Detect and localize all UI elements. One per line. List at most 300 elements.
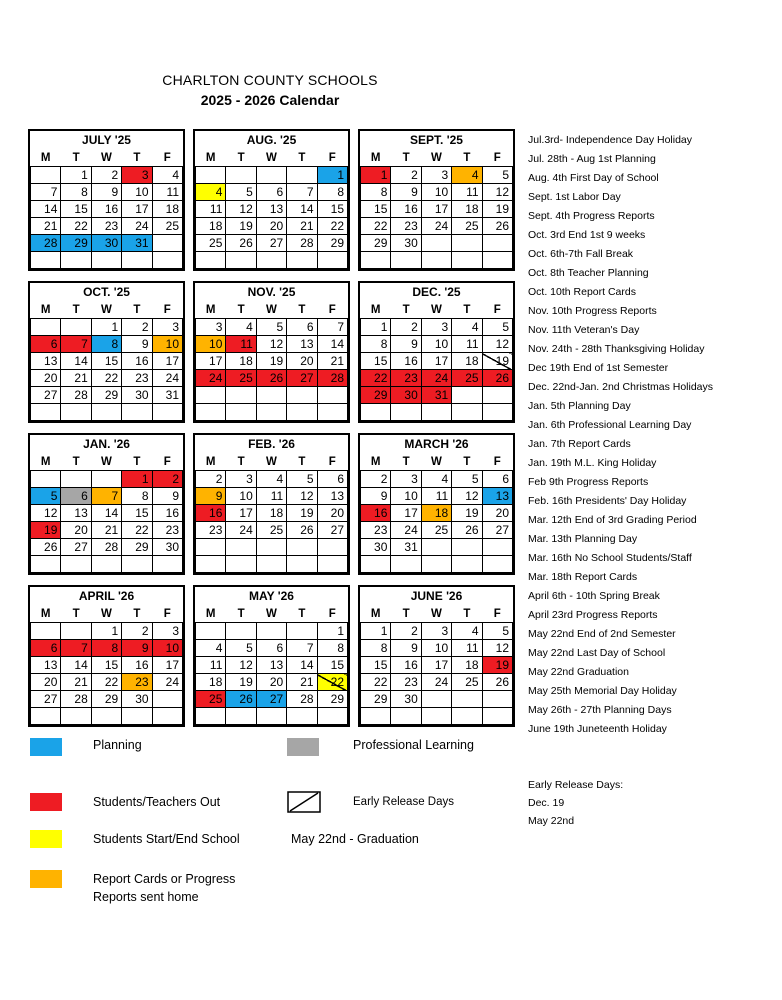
day-cell bbox=[152, 235, 182, 252]
week-row bbox=[31, 167, 183, 184]
professional-learning-swatch bbox=[287, 738, 319, 756]
event-item: Mar. 18th Report Cards bbox=[528, 571, 638, 583]
day-cell: 26 bbox=[226, 235, 256, 252]
week-row bbox=[361, 235, 513, 252]
weekday-label: W bbox=[266, 455, 277, 468]
day-cell bbox=[287, 387, 317, 404]
event-item: May 22nd Last Day of School bbox=[528, 647, 666, 659]
day-cell: 24 bbox=[226, 522, 256, 539]
day-cell: 26 bbox=[256, 370, 286, 387]
day-cell: 13 bbox=[317, 488, 347, 505]
event-item: Aug. 4th First Day of School bbox=[528, 172, 659, 184]
day-cell: 27 bbox=[256, 235, 286, 252]
day-cell: 7 bbox=[317, 319, 347, 336]
weekday-label: T bbox=[72, 607, 80, 620]
day-cell: 27 bbox=[482, 522, 512, 539]
day-cell bbox=[391, 708, 421, 725]
start-end-swatch bbox=[30, 830, 62, 848]
day-cell: 10 bbox=[421, 336, 451, 353]
day-cell: 20 bbox=[31, 370, 61, 387]
day-cell: 5 bbox=[226, 184, 256, 201]
day-cell: 12 bbox=[226, 201, 256, 218]
day-cell: 19 bbox=[452, 505, 482, 522]
day-cell bbox=[482, 556, 512, 573]
event-item: Jan. 19th M.L. King Holiday bbox=[528, 457, 657, 469]
weekday-label: M bbox=[370, 303, 381, 316]
weekday-label: W bbox=[431, 607, 442, 620]
week-row bbox=[31, 640, 183, 657]
day-cell bbox=[31, 708, 61, 725]
day-cell: 12 bbox=[482, 184, 512, 201]
day-cell: 5 bbox=[452, 471, 482, 488]
early-release-date-2: May 22nd bbox=[528, 815, 575, 827]
day-cell: 26 bbox=[452, 522, 482, 539]
day-cell: 27 bbox=[256, 691, 286, 708]
event-item: Feb. 16th Presidents' Day Holiday bbox=[528, 495, 687, 507]
day-cell: 14 bbox=[31, 201, 61, 218]
day-cell: 3 bbox=[421, 167, 451, 184]
day-cell bbox=[256, 387, 286, 404]
weekday-label: T bbox=[237, 455, 245, 468]
weekday-label: T bbox=[298, 303, 306, 316]
day-cell bbox=[361, 556, 391, 573]
day-cell: 18 bbox=[256, 505, 286, 522]
weekday-label: T bbox=[237, 303, 245, 316]
day-cell: 25 bbox=[196, 691, 226, 708]
day-cell: 10 bbox=[122, 184, 152, 201]
month-name: OCT. '25 bbox=[83, 285, 130, 299]
day-cell: 19 bbox=[31, 522, 61, 539]
week-row bbox=[196, 657, 348, 674]
day-cell: 25 bbox=[256, 522, 286, 539]
day-cell: 2 bbox=[391, 319, 421, 336]
day-cell bbox=[226, 167, 256, 184]
day-cell: 19 bbox=[226, 218, 256, 235]
event-item: Oct. 3rd End 1st 9 weeks bbox=[528, 229, 646, 241]
day-cell bbox=[421, 235, 451, 252]
day-cell: 8 bbox=[61, 184, 91, 201]
day-cell: 21 bbox=[61, 370, 91, 387]
day-cell: 20 bbox=[256, 218, 286, 235]
weekday-label: F bbox=[163, 607, 171, 620]
week-row bbox=[361, 387, 513, 404]
week-row bbox=[361, 218, 513, 235]
day-cell: 7 bbox=[61, 336, 91, 353]
month-calendar bbox=[28, 433, 185, 575]
day-cell bbox=[61, 708, 91, 725]
day-cell: 25 bbox=[452, 218, 482, 235]
week-row bbox=[196, 218, 348, 235]
day-cell: 2 bbox=[152, 471, 182, 488]
day-cell bbox=[196, 167, 226, 184]
week-row bbox=[196, 522, 348, 539]
event-item: June 19th Juneteenth Holiday bbox=[528, 723, 667, 735]
day-cell: 20 bbox=[317, 505, 347, 522]
day-cell: 20 bbox=[482, 505, 512, 522]
month-calendar bbox=[193, 433, 350, 575]
day-cell bbox=[152, 691, 182, 708]
month-calendar bbox=[193, 585, 350, 727]
legend-early-release: Early Release Days bbox=[353, 796, 454, 808]
day-cell: 4 bbox=[226, 319, 256, 336]
week-row bbox=[196, 235, 348, 252]
day-cell: 23 bbox=[391, 674, 421, 691]
day-cell: 22 bbox=[91, 370, 121, 387]
day-cell: 13 bbox=[256, 657, 286, 674]
week-row bbox=[196, 556, 348, 573]
day-cell bbox=[91, 252, 121, 269]
weekday-label: W bbox=[266, 607, 277, 620]
week-row bbox=[31, 387, 183, 404]
day-cell bbox=[196, 623, 226, 640]
week-row bbox=[31, 319, 183, 336]
week-row bbox=[196, 319, 348, 336]
day-cell: 2 bbox=[91, 167, 121, 184]
month-name: SEPT. '25 bbox=[410, 133, 463, 147]
week-row bbox=[196, 252, 348, 269]
day-cell bbox=[391, 404, 421, 421]
week-row bbox=[361, 370, 513, 387]
day-cell: 10 bbox=[152, 336, 182, 353]
day-cell bbox=[91, 556, 121, 573]
day-cell bbox=[421, 691, 451, 708]
week-row bbox=[196, 404, 348, 421]
day-cell: 18 bbox=[452, 353, 482, 370]
event-item: Sept. 4th Progress Reports bbox=[528, 210, 655, 222]
day-cell bbox=[287, 539, 317, 556]
weekday-label: T bbox=[298, 151, 306, 164]
weekday-label: T bbox=[463, 455, 471, 468]
week-row bbox=[196, 539, 348, 556]
day-cell: 30 bbox=[391, 691, 421, 708]
day-cell: 12 bbox=[452, 488, 482, 505]
calendar-title: 2025 - 2026 Calendar bbox=[200, 92, 340, 108]
week-row bbox=[361, 353, 513, 370]
event-item: May 22nd Graduation bbox=[528, 666, 629, 678]
day-cell bbox=[196, 404, 226, 421]
week-row bbox=[196, 184, 348, 201]
month-name: FEB. '26 bbox=[248, 437, 295, 451]
day-cell: 31 bbox=[152, 387, 182, 404]
day-cell: 19 bbox=[226, 674, 256, 691]
event-item: May 26th - 27th Planning Days bbox=[528, 704, 672, 716]
week-row bbox=[361, 657, 513, 674]
day-cell: 27 bbox=[287, 370, 317, 387]
day-cell: 20 bbox=[31, 674, 61, 691]
day-cell bbox=[31, 623, 61, 640]
day-cell bbox=[91, 471, 121, 488]
month-calendar bbox=[358, 585, 515, 727]
day-cell: 1 bbox=[61, 167, 91, 184]
day-cell: 8 bbox=[361, 336, 391, 353]
day-cell: 28 bbox=[287, 235, 317, 252]
legend-planning: Planning bbox=[93, 738, 142, 752]
day-cell bbox=[31, 556, 61, 573]
weekday-label: M bbox=[40, 607, 51, 620]
week-row bbox=[31, 404, 183, 421]
day-cell: 22 bbox=[91, 674, 121, 691]
day-cell bbox=[482, 404, 512, 421]
day-cell: 4 bbox=[452, 167, 482, 184]
day-cell: 2 bbox=[122, 623, 152, 640]
event-item: Nov. 10th Progress Reports bbox=[528, 305, 657, 317]
day-cell: 14 bbox=[287, 657, 317, 674]
weekday-label: M bbox=[370, 455, 381, 468]
day-cell bbox=[226, 556, 256, 573]
day-cell: 5 bbox=[256, 319, 286, 336]
legend-graduation: May 22nd - Graduation bbox=[291, 832, 419, 846]
day-cell: 19 bbox=[482, 657, 512, 674]
day-cell: 29 bbox=[122, 539, 152, 556]
day-cell: 7 bbox=[61, 640, 91, 657]
day-cell: 29 bbox=[317, 235, 347, 252]
day-cell: 4 bbox=[452, 623, 482, 640]
day-cell: 24 bbox=[391, 522, 421, 539]
day-cell bbox=[256, 556, 286, 573]
day-cell bbox=[196, 539, 226, 556]
weekday-label: F bbox=[163, 151, 171, 164]
day-cell: 21 bbox=[61, 674, 91, 691]
weekday-label: T bbox=[402, 151, 410, 164]
weekday-label: T bbox=[72, 455, 80, 468]
day-cell: 21 bbox=[317, 353, 347, 370]
day-cell: 20 bbox=[61, 522, 91, 539]
day-cell: 26 bbox=[226, 691, 256, 708]
day-cell: 28 bbox=[61, 387, 91, 404]
legend-professional-learning: Professional Learning bbox=[353, 738, 474, 752]
day-cell: 15 bbox=[91, 353, 121, 370]
day-cell: 24 bbox=[122, 218, 152, 235]
day-cell: 7 bbox=[287, 640, 317, 657]
day-cell: 15 bbox=[361, 657, 391, 674]
day-cell bbox=[421, 252, 451, 269]
event-item: Feb 9th Progress Reports bbox=[528, 476, 649, 488]
day-cell: 23 bbox=[391, 218, 421, 235]
day-cell: 17 bbox=[226, 505, 256, 522]
week-row bbox=[31, 471, 183, 488]
legend-start-end: Students Start/End School bbox=[93, 832, 240, 846]
event-item: Jan. 5th Planning Day bbox=[528, 400, 631, 412]
weekday-label: T bbox=[298, 607, 306, 620]
weekday-label: F bbox=[493, 151, 501, 164]
day-cell bbox=[361, 252, 391, 269]
weekday-label: T bbox=[237, 607, 245, 620]
week-row bbox=[361, 252, 513, 269]
day-cell bbox=[61, 623, 91, 640]
day-cell: 27 bbox=[317, 522, 347, 539]
day-cell: 16 bbox=[391, 657, 421, 674]
day-cell: 4 bbox=[452, 319, 482, 336]
week-row bbox=[31, 674, 183, 691]
day-cell bbox=[256, 167, 286, 184]
week-row bbox=[31, 556, 183, 573]
day-cell bbox=[256, 539, 286, 556]
day-cell: 9 bbox=[361, 488, 391, 505]
day-cell bbox=[391, 556, 421, 573]
day-cell: 19 bbox=[482, 353, 512, 370]
weekday-label: T bbox=[133, 151, 141, 164]
day-cell: 21 bbox=[91, 522, 121, 539]
week-row bbox=[196, 488, 348, 505]
day-cell bbox=[31, 252, 61, 269]
event-item: Oct. 10th Report Cards bbox=[528, 286, 636, 298]
day-cell: 30 bbox=[122, 691, 152, 708]
day-cell: 17 bbox=[391, 505, 421, 522]
day-cell: 29 bbox=[361, 691, 391, 708]
day-cell bbox=[287, 708, 317, 725]
weekday-label: W bbox=[101, 607, 112, 620]
day-cell: 7 bbox=[91, 488, 121, 505]
day-cell: 12 bbox=[482, 336, 512, 353]
day-cell bbox=[317, 387, 347, 404]
event-item: Nov. 24th - 28th Thanksgiving Holiday bbox=[528, 343, 705, 355]
day-cell: 29 bbox=[61, 235, 91, 252]
weekday-label: T bbox=[402, 455, 410, 468]
weekday-label: T bbox=[298, 455, 306, 468]
day-cell: 1 bbox=[122, 471, 152, 488]
day-cell: 19 bbox=[482, 201, 512, 218]
day-cell: 19 bbox=[256, 353, 286, 370]
day-cell: 28 bbox=[61, 691, 91, 708]
day-cell: 13 bbox=[31, 353, 61, 370]
event-item: Jul.3rd- Independence Day Holiday bbox=[528, 134, 693, 146]
day-cell: 11 bbox=[452, 336, 482, 353]
day-cell: 7 bbox=[287, 184, 317, 201]
day-cell bbox=[122, 556, 152, 573]
day-cell bbox=[317, 539, 347, 556]
day-cell: 3 bbox=[421, 623, 451, 640]
day-cell: 13 bbox=[482, 488, 512, 505]
early-release-swatch bbox=[287, 791, 321, 813]
day-cell: 16 bbox=[391, 201, 421, 218]
day-cell: 18 bbox=[196, 218, 226, 235]
day-cell: 27 bbox=[31, 691, 61, 708]
day-cell bbox=[226, 387, 256, 404]
day-cell bbox=[61, 404, 91, 421]
day-cell: 29 bbox=[317, 691, 347, 708]
day-cell bbox=[256, 623, 286, 640]
day-cell bbox=[196, 252, 226, 269]
weekday-label: T bbox=[72, 303, 80, 316]
week-row bbox=[31, 201, 183, 218]
day-cell bbox=[452, 235, 482, 252]
day-cell: 13 bbox=[287, 336, 317, 353]
day-cell: 26 bbox=[31, 539, 61, 556]
day-cell bbox=[482, 539, 512, 556]
day-cell: 30 bbox=[152, 539, 182, 556]
week-row bbox=[361, 623, 513, 640]
day-cell bbox=[482, 387, 512, 404]
day-cell: 17 bbox=[152, 657, 182, 674]
planning-swatch bbox=[30, 738, 62, 756]
day-cell: 24 bbox=[152, 370, 182, 387]
weekday-label: T bbox=[402, 303, 410, 316]
school-name: CHARLTON COUNTY SCHOOLS bbox=[162, 72, 378, 88]
day-cell bbox=[31, 471, 61, 488]
month-calendar bbox=[358, 281, 515, 423]
day-cell: 17 bbox=[152, 353, 182, 370]
week-row bbox=[31, 336, 183, 353]
day-cell bbox=[482, 708, 512, 725]
day-cell: 1 bbox=[91, 623, 121, 640]
month-calendar bbox=[358, 433, 515, 575]
day-cell: 23 bbox=[361, 522, 391, 539]
day-cell bbox=[152, 404, 182, 421]
day-cell bbox=[61, 471, 91, 488]
day-cell: 2 bbox=[391, 167, 421, 184]
week-row bbox=[361, 201, 513, 218]
day-cell: 17 bbox=[421, 657, 451, 674]
day-cell: 13 bbox=[61, 505, 91, 522]
week-row bbox=[196, 708, 348, 725]
day-cell: 30 bbox=[361, 539, 391, 556]
month-calendar bbox=[193, 129, 350, 271]
day-cell bbox=[152, 556, 182, 573]
day-cell bbox=[256, 708, 286, 725]
month-calendar bbox=[28, 585, 185, 727]
weekday-label: W bbox=[431, 151, 442, 164]
day-cell bbox=[226, 252, 256, 269]
week-row bbox=[361, 488, 513, 505]
day-cell: 4 bbox=[196, 184, 226, 201]
day-cell bbox=[226, 539, 256, 556]
day-cell: 6 bbox=[317, 471, 347, 488]
weekday-label: F bbox=[493, 455, 501, 468]
day-cell: 1 bbox=[361, 167, 391, 184]
day-cell: 3 bbox=[421, 319, 451, 336]
day-cell: 11 bbox=[256, 488, 286, 505]
day-cell: 8 bbox=[91, 640, 121, 657]
day-cell: 2 bbox=[391, 623, 421, 640]
day-cell bbox=[31, 167, 61, 184]
day-cell: 18 bbox=[452, 657, 482, 674]
day-cell bbox=[317, 404, 347, 421]
legend-out: Students/Teachers Out bbox=[93, 795, 221, 809]
weekday-label: F bbox=[328, 303, 336, 316]
day-cell: 22 bbox=[317, 218, 347, 235]
day-cell: 9 bbox=[122, 336, 152, 353]
day-cell: 18 bbox=[421, 505, 451, 522]
day-cell: 8 bbox=[361, 184, 391, 201]
day-cell bbox=[452, 387, 482, 404]
event-item: April 6th - 10th Spring Break bbox=[528, 590, 660, 602]
day-cell: 26 bbox=[482, 674, 512, 691]
day-cell: 5 bbox=[287, 471, 317, 488]
day-cell: 4 bbox=[196, 640, 226, 657]
day-cell: 15 bbox=[91, 657, 121, 674]
day-cell: 24 bbox=[421, 370, 451, 387]
weekday-label: T bbox=[463, 607, 471, 620]
day-cell bbox=[317, 252, 347, 269]
day-cell: 1 bbox=[361, 319, 391, 336]
week-row bbox=[361, 336, 513, 353]
day-cell: 6 bbox=[31, 640, 61, 657]
weekday-label: T bbox=[463, 151, 471, 164]
weekday-label: M bbox=[40, 151, 51, 164]
weekday-label: M bbox=[40, 303, 51, 316]
day-cell: 10 bbox=[196, 336, 226, 353]
week-row bbox=[31, 488, 183, 505]
day-cell: 1 bbox=[361, 623, 391, 640]
report-swatch bbox=[30, 870, 62, 888]
day-cell: 30 bbox=[122, 387, 152, 404]
day-cell: 17 bbox=[421, 201, 451, 218]
day-cell bbox=[287, 623, 317, 640]
day-cell bbox=[482, 252, 512, 269]
day-cell bbox=[152, 708, 182, 725]
weekday-label: F bbox=[163, 303, 171, 316]
weekday-label: T bbox=[133, 455, 141, 468]
